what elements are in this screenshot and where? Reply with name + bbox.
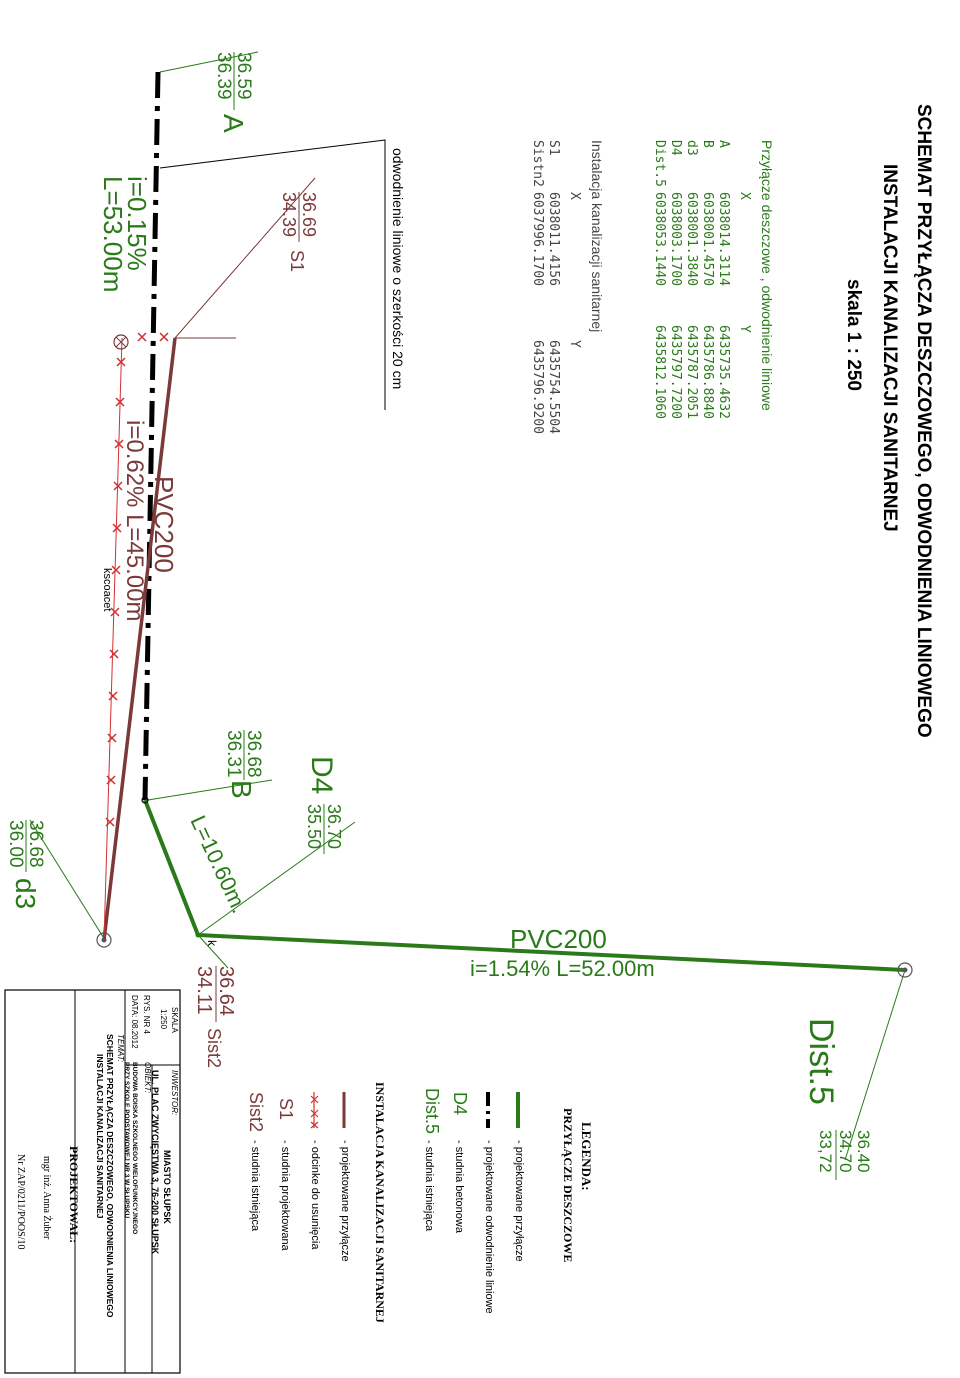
label-dist5-elevations [802, 1018, 873, 1180]
coords-san-x: 6038011.4156 [546, 192, 561, 286]
san-slope-len: i=0.62% L=45.00m [121, 420, 148, 622]
label-b-elevations [223, 730, 264, 799]
coords-rain-y: 6435735.4632 [716, 325, 731, 419]
coords-rain-row [652, 140, 667, 419]
tb-projektant: mgr inż. Anna Żuber [41, 1156, 52, 1240]
dist5-label: Dist.5 [802, 1018, 840, 1105]
label-k [205, 940, 219, 947]
title-line2: INSTALACJI KANALIZACJI SANITARNEJ [879, 164, 900, 532]
coords-rain-name: B [700, 140, 715, 148]
s1-bottom: 34.39 [279, 192, 299, 238]
bd4-length-label [185, 812, 252, 917]
legend-rain-item: - studnia istniejąca [423, 1140, 435, 1232]
tb-inwestor-1: MIASTO SŁUPSK [162, 1150, 172, 1224]
tb-obiekt-label: OBIEKT: [143, 1062, 152, 1093]
s1-top: 36.69 [299, 192, 319, 238]
legend [246, 1082, 594, 1323]
s1-label: S1 [287, 250, 307, 273]
tb-data: DATA: 08.2012 [130, 995, 139, 1049]
b-bottom: 36.31 [223, 730, 244, 778]
removal-label: kscoacet [101, 568, 113, 612]
label-s1-elevations [279, 192, 319, 272]
note-linear-drainage [160, 140, 406, 410]
legend-sist2-symbol: Sist2 [246, 1092, 266, 1133]
coords-san-colx: X [567, 192, 582, 200]
rain-pipe-labels [510, 924, 607, 954]
coords-san-x: 6037996.1700 [530, 192, 545, 286]
san-slope-label [121, 420, 148, 621]
legend-rain-heading: PRZYŁĄCZE DESZCZOWE [561, 1108, 575, 1263]
title-block-investor [150, 1070, 179, 1255]
tb-skala-label: SKALA [170, 1007, 179, 1033]
coords-rain-row [700, 140, 715, 419]
tb-skala-value: 1:250 [159, 1009, 168, 1030]
coords-rain-y: 6435812.1060 [652, 325, 667, 419]
dist5-b: 34.70 [836, 1130, 855, 1173]
coords-san-y: 6435796.9200 [530, 340, 545, 434]
d4-bottom: 35.50 [304, 804, 324, 850]
linear-slope: i=0.15% [122, 176, 152, 271]
legend-title: LEGENDA: [579, 1122, 594, 1191]
coords-san-name: S1 [546, 140, 561, 156]
legend-dist5-symbol: Dist.5 [422, 1088, 442, 1135]
linear-drainage-dims [98, 176, 152, 292]
legend-rain-item: - projektowane odwodnienie liniowe [483, 1140, 495, 1314]
coords-rain-table [652, 140, 775, 419]
legend-san-item: - projektowane przyłącze [339, 1140, 351, 1262]
d3-bottom: 36.00 [5, 820, 26, 868]
coords-san-coly: Y [567, 340, 582, 348]
legend-san-item: - studnia projektowana [279, 1140, 291, 1251]
legend-san-heading: INSTALACJA KANALIZACJI SANITARNEJ [373, 1082, 387, 1323]
coords-rain-y: 6435797.7200 [668, 325, 683, 419]
san-pipe-label [149, 476, 179, 573]
rain-pipe: PVC200 [510, 924, 607, 954]
legend-rain-item: - projektowane przyłącze [513, 1140, 525, 1262]
coords-san-row [546, 140, 561, 434]
sist2-label: Sist2 [204, 1028, 224, 1069]
a-bottom: 36.39 [213, 52, 234, 100]
dist5-c: 33,72 [816, 1130, 835, 1173]
note-linear-text: odwodnienie liniowe o szerkości 20 cm [390, 148, 406, 390]
legend-s1-symbol: S1 [276, 1098, 296, 1121]
title-line1: SCHEMAT PRZYŁĄCZA DESZCZOWEGO, ODWODNIENIA LINIOWEGO [913, 104, 934, 738]
coords-rain-row [684, 140, 699, 419]
coords-rain-row [716, 140, 731, 419]
label-a-elevations [213, 52, 254, 133]
d3-label: d3 [10, 878, 41, 910]
linear-length: L=53.00m [98, 176, 128, 293]
legend-d4-symbol: D4 [450, 1092, 470, 1116]
label-d4-elevations [304, 756, 344, 854]
b-top: 36.68 [243, 730, 264, 778]
tb-inwestor-label: INWESTOR: [170, 1070, 179, 1116]
coords-rain-x: 6038001.3840 [684, 192, 699, 286]
legend-rain-item: - studnia betonowa [453, 1140, 465, 1233]
legend-san-item: - odcinke do usunięcia [309, 1140, 321, 1250]
rain-slope-label [470, 956, 655, 981]
tb-obiekt-1: BUDOWA BOISKA SZKOLNEGO WIELOFUNKCYJNEGO [131, 1062, 138, 1235]
sist2-bottom: 34.11 [193, 966, 215, 1015]
tb-nr: Nr ZAP/0211/POOS/10 [15, 1154, 26, 1250]
coords-rain-y: 6435786.8840 [700, 325, 715, 419]
title-line3: skala 1 : 250 [843, 279, 864, 391]
coords-rain-heading: Przyłącze deszczowe , odwodnienie liniowe [759, 140, 775, 411]
san-pipe: PVC200 [149, 476, 179, 573]
coords-rain-row [668, 140, 683, 419]
a-top: 36.59 [233, 52, 254, 100]
coords-san-row [530, 140, 545, 434]
legend-san-item: - studnia istniejąca [249, 1140, 261, 1232]
coords-rain-x: 6038053.1440 [652, 192, 667, 286]
title-block-temat [95, 1034, 125, 1318]
coords-san-name: Sistn2 [530, 140, 545, 187]
coords-rain-name: d3 [684, 140, 699, 156]
title-block-left-col [130, 995, 179, 1049]
label-d3-elevations [5, 820, 46, 909]
rain-slope-len: i=1.54% L=52.00m [470, 956, 655, 981]
coords-san-table [530, 140, 605, 434]
coords-rain-name: D4 [668, 140, 683, 156]
d4-top: 36.70 [324, 804, 344, 850]
dist5-a: 36.40 [854, 1130, 873, 1173]
coords-rain-name: A [716, 140, 731, 148]
coords-rain-x: 6038001.4570 [700, 192, 715, 286]
bd4-length: L=10.60m. [185, 811, 253, 917]
tb-inwestor-2: UL. PLAC ZWYCIĘSTWA 3, 76-200 SŁUPSK [150, 1070, 160, 1255]
tb-projektowal-label: PROJEKTOWAŁ: [67, 1146, 81, 1244]
d3-top: 36.68 [25, 820, 46, 868]
title-block-designer [15, 1146, 81, 1249]
tb-temat-2: INSTALACJI KANALIZACJI SANITARNEJ [95, 1054, 105, 1219]
tb-temat-label: TEMAT: [116, 1034, 125, 1063]
well-k [196, 933, 201, 938]
tb-temat-1: SCHEMAT PRZYŁĄCZA DESZCZOWEGO, ODWODNIENIA LINIOWEGO [105, 1034, 115, 1318]
coords-rain-coly: Y [737, 325, 752, 333]
d4-label: D4 [305, 756, 338, 795]
tb-obiekt-2: PRZY SZKOLE PODSTAWOWEJ NR 3 W SŁUPSKU [123, 1062, 130, 1219]
coords-rain-name: Dist.5 [652, 140, 667, 187]
coords-san-heading: Instalacja kanalizacji sanitarnej [589, 140, 605, 333]
a-label: A [218, 114, 249, 133]
label-sist2-elevations [193, 966, 237, 1068]
b-label: B [226, 780, 257, 799]
coords-rain-x: 6038014.3114 [716, 192, 731, 286]
coords-rain-x: 6038003.1700 [668, 192, 683, 286]
main-title [843, 104, 934, 738]
coords-rain-y: 6435787.2051 [684, 325, 699, 419]
tb-rys: RYS. NR 4 [142, 995, 151, 1034]
coords-san-y: 6435754.5504 [546, 340, 561, 434]
sist2-top: 36.64 [215, 966, 237, 1017]
title-block-obiekt [123, 1062, 152, 1234]
coords-rain-colx: X [737, 192, 752, 200]
k-label: k [205, 940, 219, 946]
